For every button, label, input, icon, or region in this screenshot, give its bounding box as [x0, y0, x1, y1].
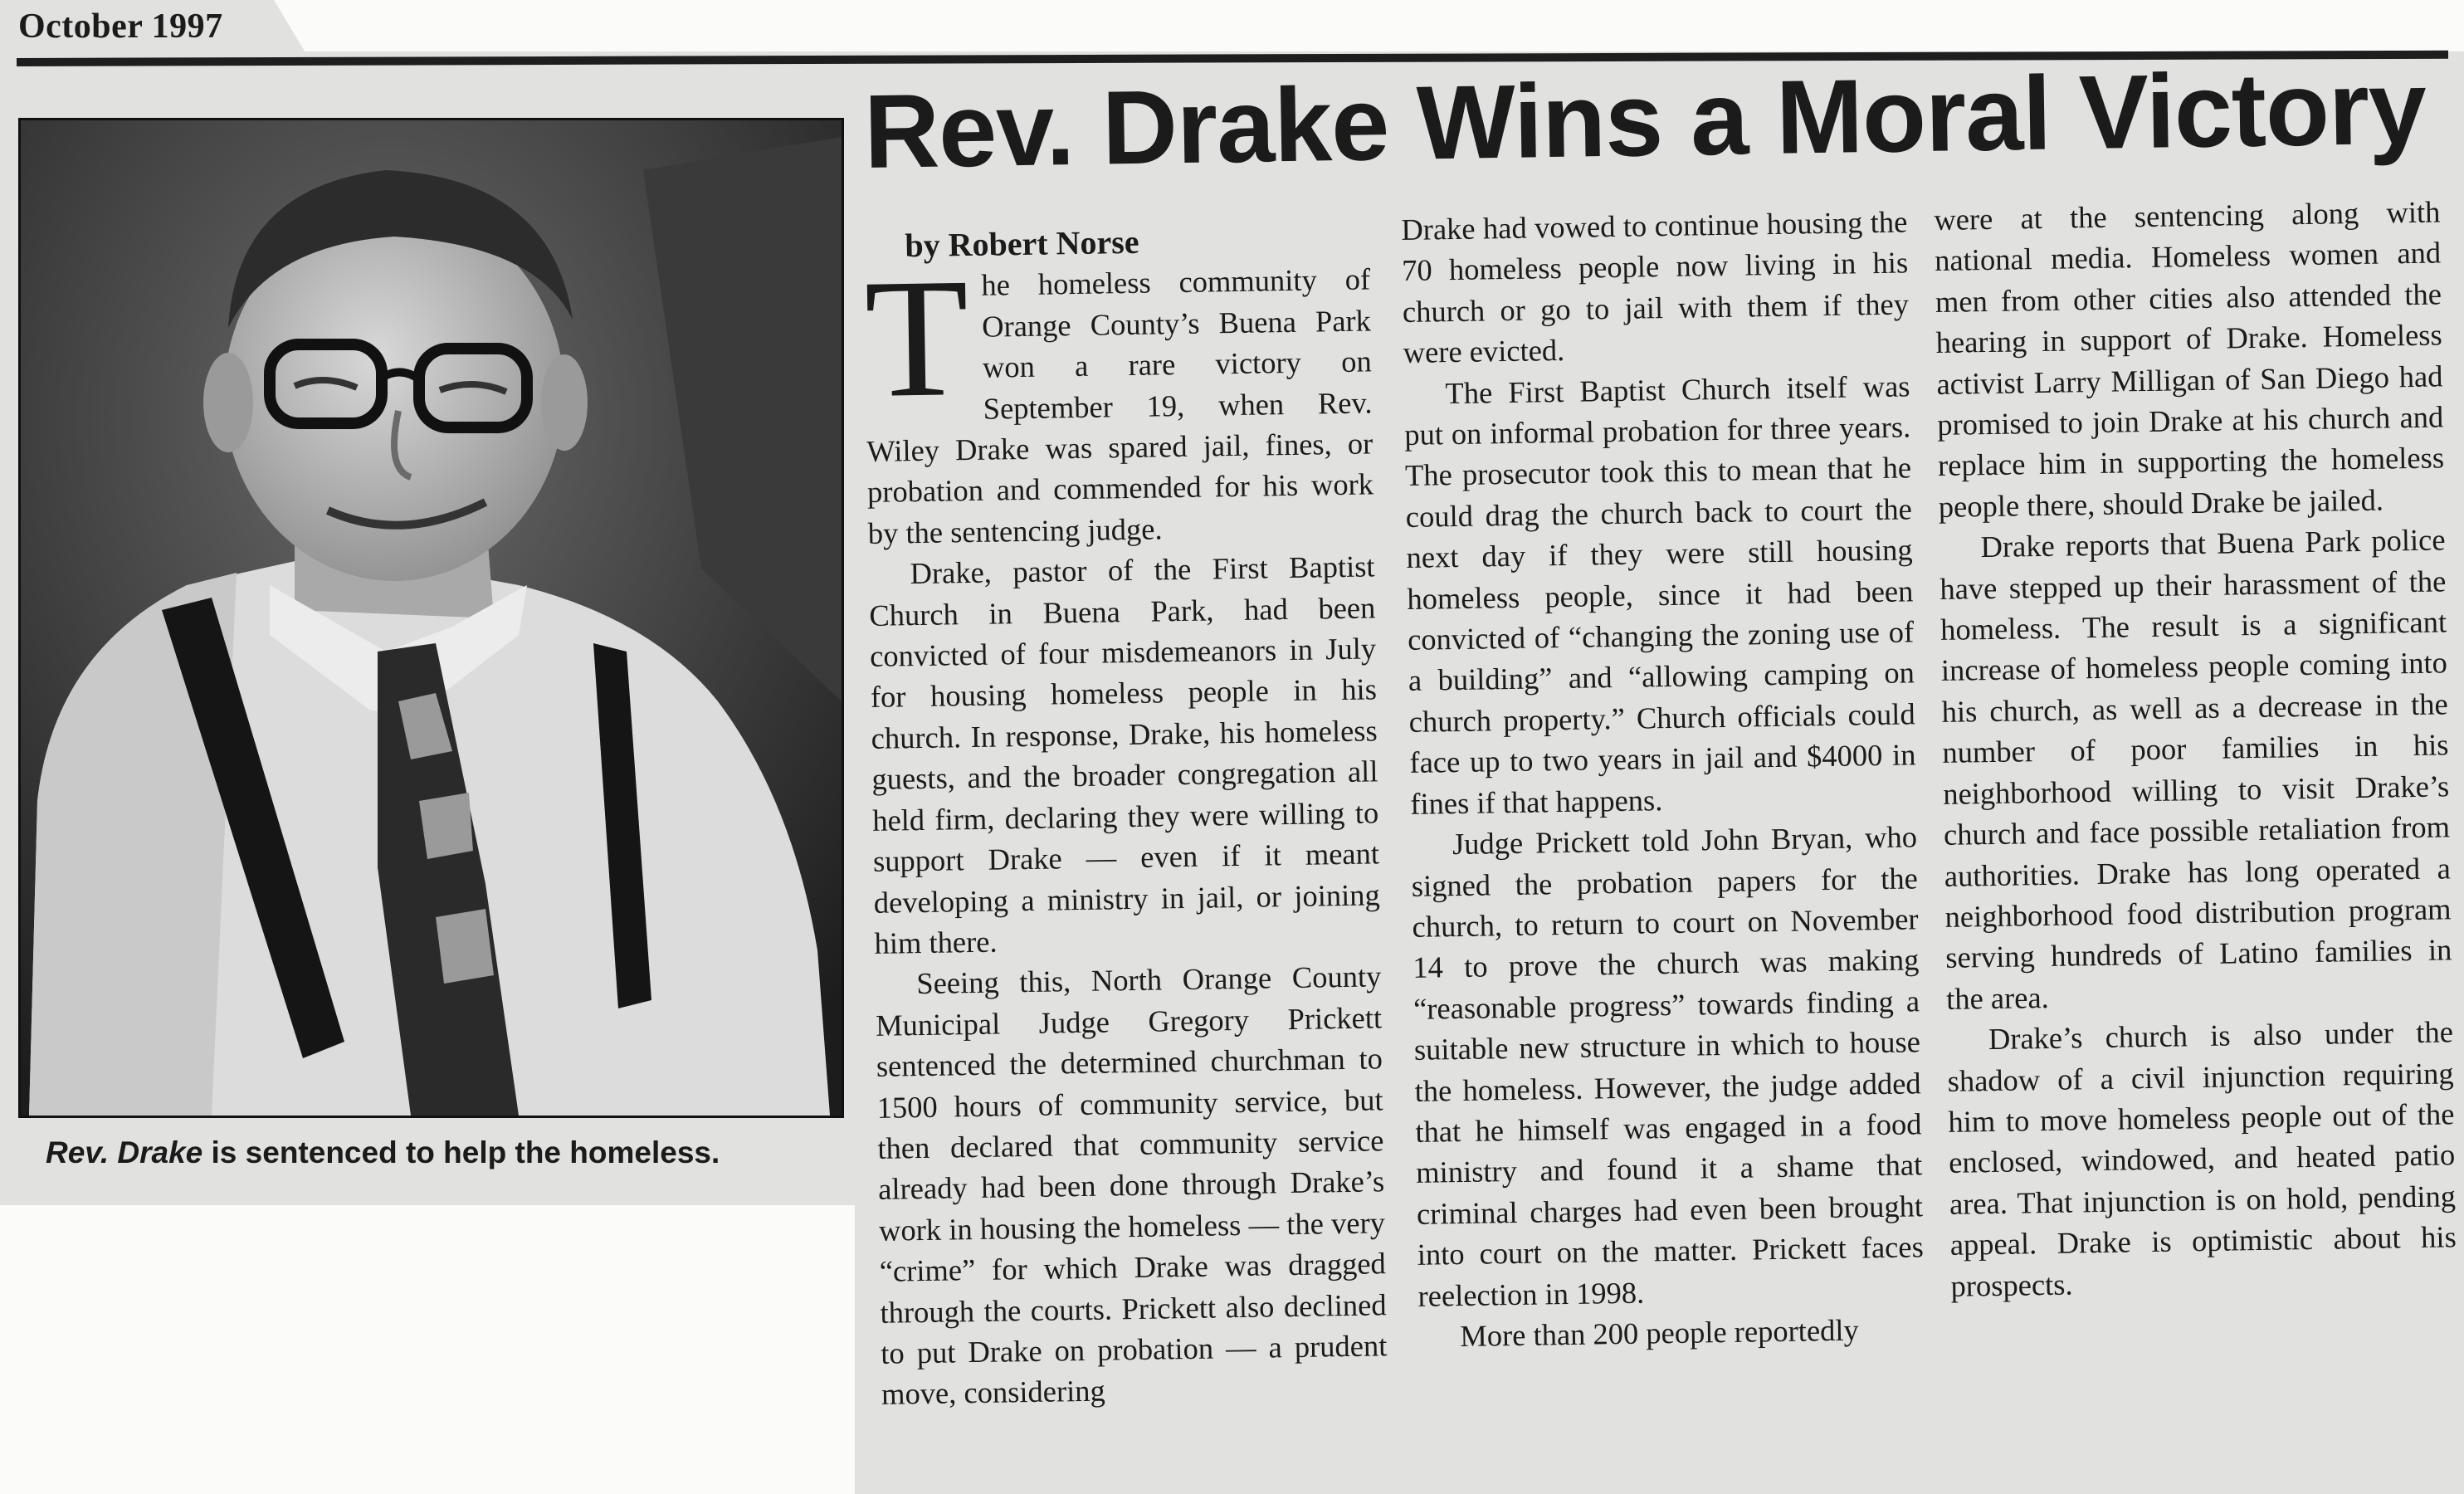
byline: by Robert Norse — [905, 222, 1139, 265]
article-paragraph: The First Baptist Church itself was put on informal probation for three years. The prosecutor took this to mean that he could drag the church back to court the next day if they were still housing homeless people, since it had been convicted of “changing the zoning use of a building” and “allowing camping on church property.” Church officials could face up to two years in jail and $4000 in fines if that happens. — [1403, 369, 1916, 821]
headline: Rev. Drake Wins a Moral Victory — [863, 48, 2427, 190]
article-paragraph: Drake’s church is also under the shadow of a civil injunction requiring him to move homeless people out of the enclosed, windowed, and heated patio area. That injunction is on hold, pending appeal. Drake is optimistic about his prospects. — [1947, 1014, 2457, 1303]
article-paragraph: Drake, pastor of the First Baptist Church in Buena Park, had been convicted of four misdemeanors in July for housing homeless people in his church. In response, Drake, his homeless guests, and the broader congregation all held firm, declaring they were willing to support Drake — even if it meant developing a ministry in jail, or joining him there. — [869, 549, 1381, 960]
paragraph-text: he homeless community of Orange County’s Buena Park won a rare victory on September 19, when Rev. Wiley Drake was spared jail, fines, or probation and commended for his work by the sentencing judge. — [866, 261, 1374, 550]
article-paragraph: Judge Prickett told John Bryan, who signed the probation papers for the church, to return to court on November 14 to prove the church was making “reasonable progress” towards finding a suitable new structure in which to house the homeless. However, the judge added that he himself was engaged in a food ministry and found it a shame that criminal charges had even been brought into court on the matter. Prickett faces reelection in 1998. — [1411, 819, 1925, 1313]
portrait-icon — [21, 120, 842, 1116]
caption-name: Rev. Drake — [46, 1135, 203, 1169]
article-column-2 — [1401, 201, 1926, 1453]
drop-cap: T — [863, 243, 971, 434]
caption-text: is sentenced to help the homeless. — [211, 1135, 720, 1169]
article-paragraph: Drake reports that Buena Park police have stepped up their harassment of the homeless. The result is a significant increase of homeless people coming into his church, as well as a decrease in the number of poor families in his neighborhood willing to visit Drake’s church and face possible retaliation from authorities. Drake has long operated a neighborhood food distribution program serving hundreds of Latino families in the area. — [1939, 522, 2452, 1016]
portrait-photo — [18, 118, 844, 1118]
date-label: October 1997 — [18, 7, 223, 46]
article-paragraph: More than 200 people reportedly — [1460, 1312, 1860, 1354]
article-paragraph: were at the sentencing along with national media. Homeless women and men from other cities also attended the hearing in support of Drake. Homeless activist Larry Milligan of San Diego had promised to join Drake at his church and replace him in supporting the homeless people there, should Drake be jailed. — [1934, 194, 2445, 524]
article-column-1 — [863, 217, 1388, 1470]
article-paragraph: Seeing this, North Orange County Municipal Judge Gregory Prickett sentenced the determined churchman to 1500 hours of community service, but then declared that community service already had been done through Drake’s work in housing the homeless — the very “crime” for which Drake was dragged through the courts. Prickett also declined to put Drake on probation — a prudent move, considering — [875, 959, 1388, 1412]
article-column-3 — [1934, 191, 2459, 1443]
photo-caption — [46, 1135, 826, 1170]
article-paragraph: Drake had vowed to continue housing the 70 homeless people now living in his church or go to jail with them if they were evicted. — [1401, 204, 1910, 370]
